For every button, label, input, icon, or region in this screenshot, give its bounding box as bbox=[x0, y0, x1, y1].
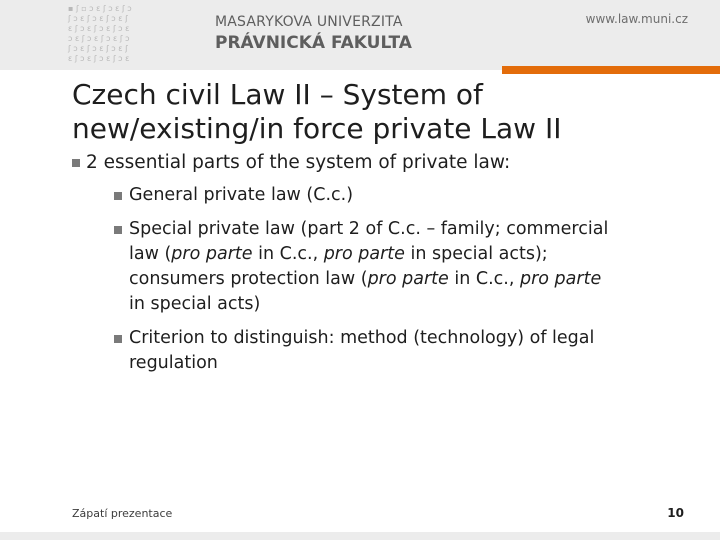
bullet-main: 2 essential parts of the system of private law: bbox=[86, 152, 511, 173]
faculty-name: PRÁVNICKÁ FAKULTA bbox=[215, 33, 412, 53]
sub-bullet-special-line-4: in special acts) bbox=[129, 294, 261, 314]
sub-bullet-criterion-line-1: Criterion to distinguish: method (technology) of legal bbox=[129, 328, 595, 348]
university-name: MASARYKOVA UNIVERZITA bbox=[215, 14, 403, 30]
bullet-marker-icon bbox=[114, 226, 122, 234]
site-url: www.law.muni.cz bbox=[585, 12, 688, 26]
svg-text:ɔ ɛ ʃ ɔ ɛ ʃ ɔ ɛ ʃ ɔ: ɔ ɛ ʃ ɔ ɛ ʃ ɔ ɛ ʃ ɔ bbox=[68, 34, 130, 43]
sub-bullet-special-line-1: Special private law (part 2 of C.c. – family; commercial bbox=[129, 219, 609, 239]
svg-text:ʃ ɔ ɛ ʃ ɔ ɛ ʃ ɔ ɛ ʃ: ʃ ɔ ɛ ʃ ɔ ɛ ʃ ɔ ɛ ʃ bbox=[68, 44, 128, 53]
bullet-marker-icon bbox=[114, 192, 122, 200]
page-number: 10 bbox=[667, 506, 684, 520]
sub-bullet-special-line-3: consumers protection law (pro parte in C.c., pro parte bbox=[129, 269, 602, 289]
sub-bullet-special bbox=[129, 217, 689, 317]
sub-bullet-criterion-line-2: regulation bbox=[129, 353, 218, 373]
sub-bullet-criterion bbox=[129, 326, 689, 376]
bullet-marker-icon bbox=[72, 159, 80, 167]
sub-bullet-special-line-2: law (pro parte in C.c., pro parte in special acts); bbox=[129, 244, 548, 264]
svg-text:▪ ʃ ▫ ɔ ɛ ʃ ɔ ɛ ʃ ɔ: ▪ ʃ ▫ ɔ ɛ ʃ ɔ ɛ ʃ ɔ bbox=[68, 4, 132, 13]
university-logo-pattern-icon bbox=[66, 2, 184, 66]
footer-strip bbox=[0, 532, 720, 540]
title-line-2: new/existing/in force private Law II bbox=[72, 112, 562, 145]
accent-bar bbox=[502, 66, 720, 74]
slide-title bbox=[72, 78, 692, 146]
title-line-1: Czech civil Law II – System of bbox=[72, 78, 483, 111]
slide-header bbox=[0, 0, 720, 70]
svg-text:ɛ ʃ ɔ ɛ ʃ ɔ ɛ ʃ ɔ ɛ: ɛ ʃ ɔ ɛ ʃ ɔ ɛ ʃ ɔ ɛ bbox=[68, 54, 130, 63]
footer-text: Zápatí prezentace bbox=[72, 507, 173, 520]
sub-bullet-general: General private law (C.c.) bbox=[129, 185, 354, 205]
svg-text:ɛ ʃ ɔ ɛ ʃ ɔ ɛ ʃ ɔ ɛ: ɛ ʃ ɔ ɛ ʃ ɔ ɛ ʃ ɔ ɛ bbox=[68, 24, 130, 33]
bullet-marker-icon bbox=[114, 335, 122, 343]
svg-text:ʃ ɔ ɛ ʃ ɔ ɛ ʃ ɔ ɛ ʃ: ʃ ɔ ɛ ʃ ɔ ɛ ʃ ɔ ɛ ʃ bbox=[68, 14, 128, 23]
